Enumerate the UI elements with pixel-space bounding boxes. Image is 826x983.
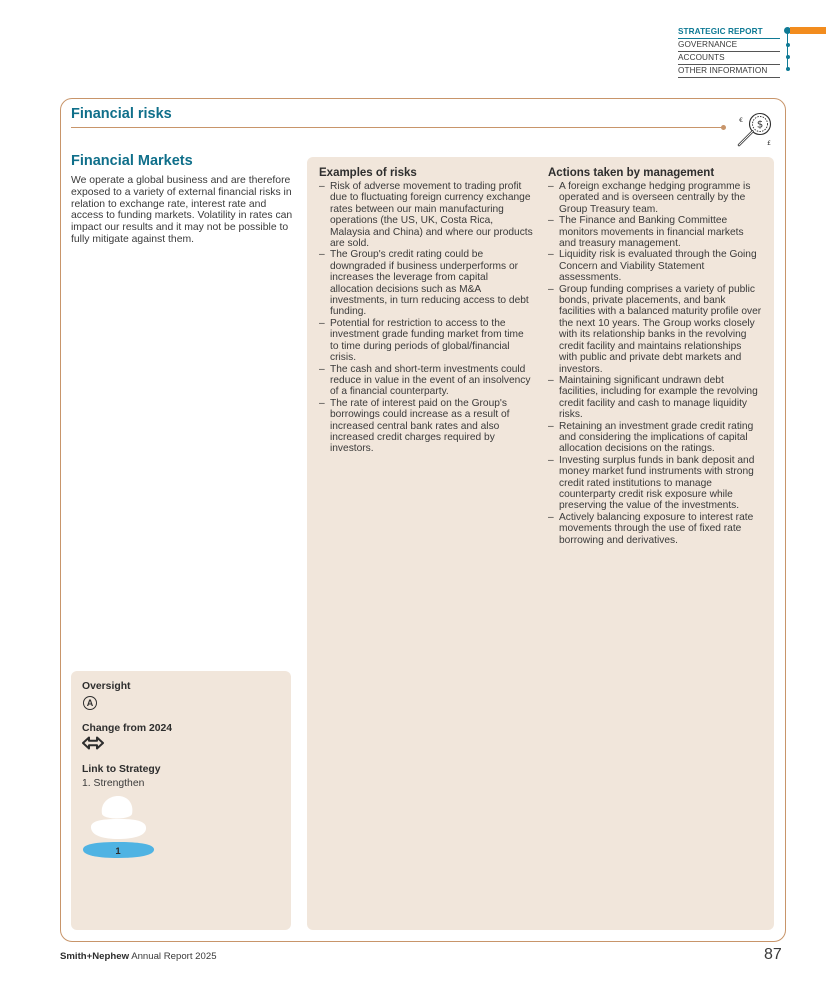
nav-strategic-report[interactable]: STRATEGIC REPORT	[678, 26, 780, 39]
svg-text:£: £	[767, 140, 771, 147]
risk-heading: Financial Markets	[71, 153, 193, 169]
list-item: – The cash and short-term investments could reduce in value in the event of an insolvency of a financial counterparty.	[319, 364, 533, 398]
nav-dot	[786, 43, 790, 47]
strategy-label: Link to Strategy	[82, 764, 161, 775]
list-item: – Actively balancing exposure to interest rate movements through the use of fixed rate borrowing and derivatives.	[548, 512, 762, 546]
risk-intro: We operate a global business and are therefore exposed to a variety of external financial risks in relation to exchange rate, interest rate and access to funding markets. Volatility in rates can impact our results and it may not be possible to fully mitigate against them.	[71, 175, 293, 245]
nav-dot	[786, 55, 790, 59]
oversight-badge: A	[83, 696, 97, 710]
svg-text:$: $	[756, 119, 764, 131]
nav-dot	[786, 67, 790, 71]
examples-list	[319, 181, 533, 455]
list-item: – Risk of adverse movement to trading profit due to fluctuating foreign currency exchange rates between our main manufacturing operations (the US, UK, Costa Rica, Malaysia and China) and where our products are sold.	[319, 181, 533, 249]
strategy-stones-icon	[80, 792, 160, 862]
left-right-arrow-icon	[82, 736, 104, 750]
oversight-label: Oversight	[82, 681, 131, 692]
page-number: 87	[764, 946, 782, 963]
list-item: – The Finance and Banking Committee monitors movements in financial markets and treasury management.	[548, 215, 762, 249]
title-divider	[71, 127, 723, 128]
strategy-value: 1. Strengthen	[82, 778, 145, 789]
nav-other-information[interactable]: OTHER INFORMATION	[678, 65, 780, 78]
list-item: – A foreign exchange hedging programme is operated and is overseen centrally by the Group Treasury team.	[548, 181, 762, 215]
actions-list	[548, 181, 762, 546]
list-item: – Investing surplus funds in bank deposit and money market fund instruments with strong credit rated institutions to manage counterparty credit risk exposure while preserving the value of the investments.	[548, 455, 762, 512]
examples-column	[319, 167, 533, 455]
nav-active-tab-marker	[790, 27, 826, 34]
magnifier-currency-icon	[733, 108, 775, 150]
section-nav	[678, 26, 780, 78]
change-label: Change from 2024	[82, 723, 173, 734]
svg-text:€: €	[739, 117, 743, 124]
title-divider-dot	[721, 125, 726, 130]
section-title: Financial risks	[71, 106, 172, 122]
list-item: – Retaining an investment grade credit rating and considering the implications of capital allocation decisions on the ratings.	[548, 421, 762, 455]
nav-accounts[interactable]: ACCOUNTS	[678, 52, 780, 65]
footer-title: Annual Report 2025	[131, 951, 217, 962]
actions-column	[548, 167, 762, 546]
actions-heading: Actions taken by management	[548, 167, 715, 179]
examples-heading: Examples of risks	[319, 167, 417, 179]
list-item: – Liquidity risk is evaluated through the Going Concern and Viability Statement assessments.	[548, 249, 762, 283]
list-item: – The rate of interest paid on the Group's borrowings could increase as a result of increased central bank rates and also increased credit charges required by investors.	[319, 398, 533, 455]
nav-governance[interactable]: GOVERNANCE	[678, 39, 780, 52]
strategy-number: 1	[115, 846, 121, 857]
list-item: – Maintaining significant undrawn debt facilities, including for example the revolving credit facility and cash to manage liquidity risks.	[548, 375, 762, 421]
list-item: – The Group's credit rating could be downgraded if business underperforms or increases the leverage from capital allocation decisions such as M&A investments, in turn reducing access to debt funding.	[319, 249, 533, 317]
list-item: – Potential for restriction to access to the investment grade funding market from time to time during periods of global/financial crisis.	[319, 318, 533, 364]
list-item: – Group funding comprises a variety of public bonds, private placements, and bank facilities with a balanced maturity profile over the next 10 years. The Group works closely with its relationship banks in the revolving credit facility and maintains relationships with public and private debt markets and investors.	[548, 284, 762, 375]
footer-brand: Smith+Nephew	[60, 951, 130, 962]
nav-rail	[787, 30, 788, 70]
footer-publication	[60, 951, 217, 962]
